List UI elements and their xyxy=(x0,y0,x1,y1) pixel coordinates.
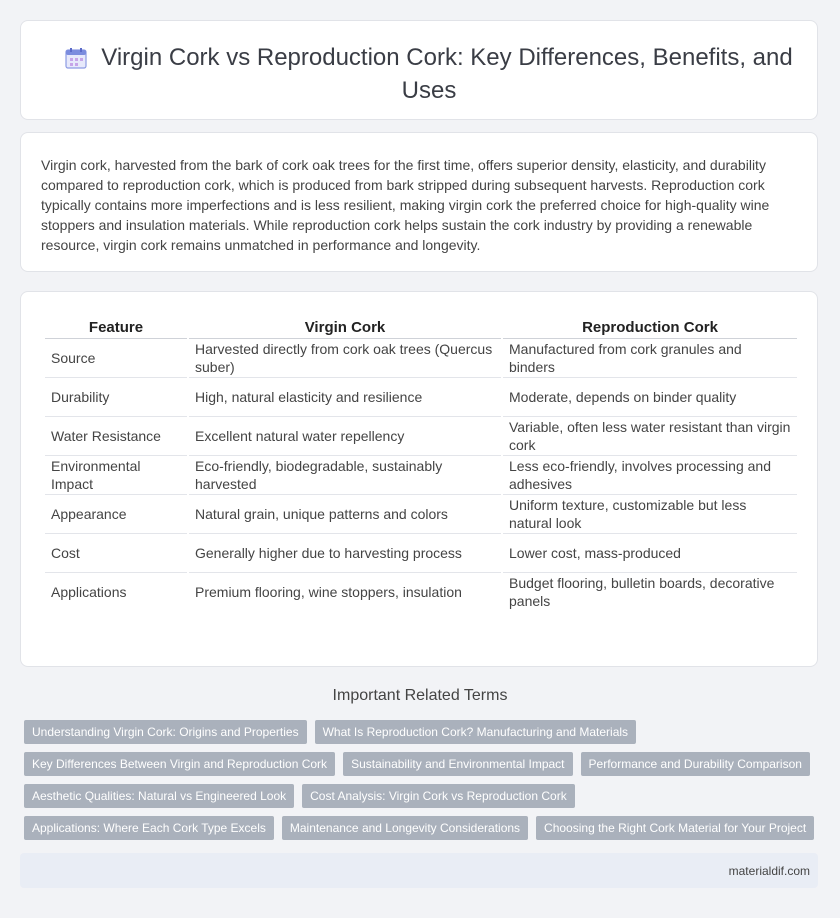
feature-cell: Source xyxy=(45,339,187,378)
table-row xyxy=(45,339,797,378)
table-header-row xyxy=(45,314,797,339)
virgin-cell: Eco-friendly, biodegradable, sustainably harvested xyxy=(189,456,501,495)
feature-cell: Durability xyxy=(45,378,187,417)
virgin-cell: High, natural elasticity and resilience xyxy=(189,378,501,417)
related-term-tag[interactable]: Performance and Durability Comparison xyxy=(581,752,810,776)
title-card xyxy=(20,20,818,120)
feature-cell: Water Resistance xyxy=(45,417,187,456)
page-title: Virgin Cork vs Reproduction Cork: Key Differences, Benefits, and Uses xyxy=(101,44,793,104)
related-term-tag[interactable]: Understanding Virgin Cork: Origins and Properties xyxy=(24,720,307,744)
related-term-tag[interactable]: Applications: Where Each Cork Type Excels xyxy=(24,816,274,840)
feature-cell: Applications xyxy=(51,584,127,600)
calendar-icon xyxy=(65,47,87,76)
reproduction-cell: Variable, often less water resistant than virgin cork xyxy=(503,417,797,456)
virgin-cell: Harvested directly from cork oak trees (Quercus suber) xyxy=(189,339,501,378)
virgin-cell: Natural grain, unique patterns and colors xyxy=(189,495,501,534)
related-terms-heading: Important Related Terms xyxy=(332,687,508,704)
related-term-tag[interactable]: What Is Reproduction Cork? Manufacturing and Materials xyxy=(315,720,636,744)
header-reproduction-cork: Reproduction Cork xyxy=(503,314,797,339)
comparison-table xyxy=(43,314,799,611)
feature-cell: Appearance xyxy=(45,495,187,534)
related-term-tag[interactable]: Sustainability and Environmental Impact xyxy=(343,752,572,776)
table-row xyxy=(45,573,797,611)
virgin-cell: Excellent natural water repellency xyxy=(189,417,501,456)
reproduction-cell: Budget flooring, bulletin boards, decorative panels xyxy=(509,575,775,609)
table-row xyxy=(45,456,797,495)
footer-bar xyxy=(20,853,818,888)
related-term-tag[interactable]: Maintenance and Longevity Considerations xyxy=(282,816,528,840)
related-term-tag[interactable]: Cost Analysis: Virgin Cork vs Reproduction Cork xyxy=(302,784,575,808)
intro-card xyxy=(20,132,818,272)
reproduction-cell: Uniform texture, customizable but less natural look xyxy=(503,495,797,534)
tag-row xyxy=(24,784,824,808)
table-row xyxy=(45,534,797,573)
reproduction-cell: Lower cost, mass-produced xyxy=(503,534,797,573)
reproduction-cell: Moderate, depends on binder quality xyxy=(503,378,797,417)
tag-row xyxy=(24,720,824,744)
comparison-table-card xyxy=(20,291,818,667)
reproduction-cell: Manufactured from cork granules and binders xyxy=(503,339,797,378)
header-feature: Feature xyxy=(45,314,187,339)
virgin-cell: Premium flooring, wine stoppers, insulation xyxy=(195,584,462,600)
page-title-wrap xyxy=(61,43,797,105)
related-term-tag[interactable]: Aesthetic Qualities: Natural vs Engineered Look xyxy=(24,784,294,808)
intro-paragraph: Virgin cork, harvested from the bark of cork oak trees for the first time, offers superior density, elasticity, and durability compared to reproduction cork, which is produced from bark stripped during subsequent harvests. Reproduction cork typically contains more imperfections and is less resilient, making virgin cork the preferred choice for high-quality wine stoppers and insulation materials. While reproduction cork helps sustain the cork industry by providing a renewable resource, virgin cork remains unmatched in performance and longevity. xyxy=(41,157,770,253)
header-virgin-cork: Virgin Cork xyxy=(189,314,501,339)
related-term-tag[interactable]: Choosing the Right Cork Material for Your Project xyxy=(536,816,814,840)
reproduction-cell: Less eco-friendly, involves processing and adhesives xyxy=(503,456,797,495)
feature-cell: Cost xyxy=(45,534,187,573)
related-terms-list xyxy=(24,720,824,848)
virgin-cell: Generally higher due to harvesting process xyxy=(189,534,501,573)
feature-cell: Environmental Impact xyxy=(45,456,187,495)
table-row xyxy=(45,417,797,456)
related-term-tag[interactable]: Key Differences Between Virgin and Reproduction Cork xyxy=(24,752,335,776)
table-row xyxy=(45,378,797,417)
footer-site-link[interactable]: materialdif.com xyxy=(728,864,810,878)
table-row xyxy=(45,495,797,534)
tag-row xyxy=(24,752,824,776)
tag-row xyxy=(24,816,824,840)
